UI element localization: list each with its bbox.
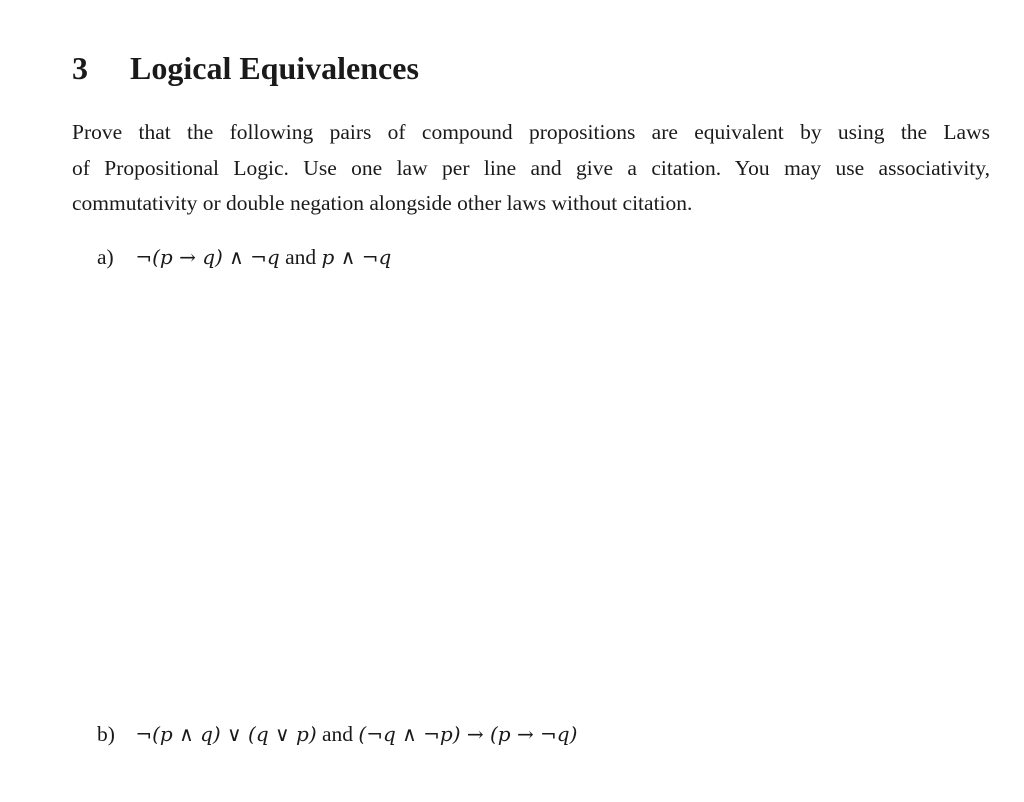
problem-label: a) — [97, 245, 114, 269]
proposition-left: ¬(p → q) ∧ ¬q — [135, 245, 280, 269]
section-title: Logical Equivalences — [130, 50, 419, 86]
section-number: 3 — [72, 50, 88, 86]
instructions-paragraph — [72, 115, 990, 222]
problem-label: b) — [97, 722, 115, 746]
proposition-left: ¬(p ∧ q) ∨ (q ∨ p) — [135, 722, 317, 746]
problem-connector: and — [285, 245, 317, 269]
instructions-line: Prove that the following pairs of compound propositions are equivalent by using the Laws — [72, 120, 990, 144]
instructions-line: commutativity or double negation alongside other laws without citation. — [72, 191, 693, 215]
problem-a — [97, 242, 391, 272]
proposition-right: (¬q ∧ ¬p) → (p → ¬q) — [358, 722, 578, 746]
instructions-line: of Propositional Logic. Use one law per line and give a citation. You may use associativity, — [72, 155, 990, 180]
problem-b — [97, 719, 577, 749]
proposition-right: p ∧ ¬q — [321, 245, 392, 269]
section-heading — [72, 48, 419, 88]
problem-connector: and — [322, 722, 354, 746]
